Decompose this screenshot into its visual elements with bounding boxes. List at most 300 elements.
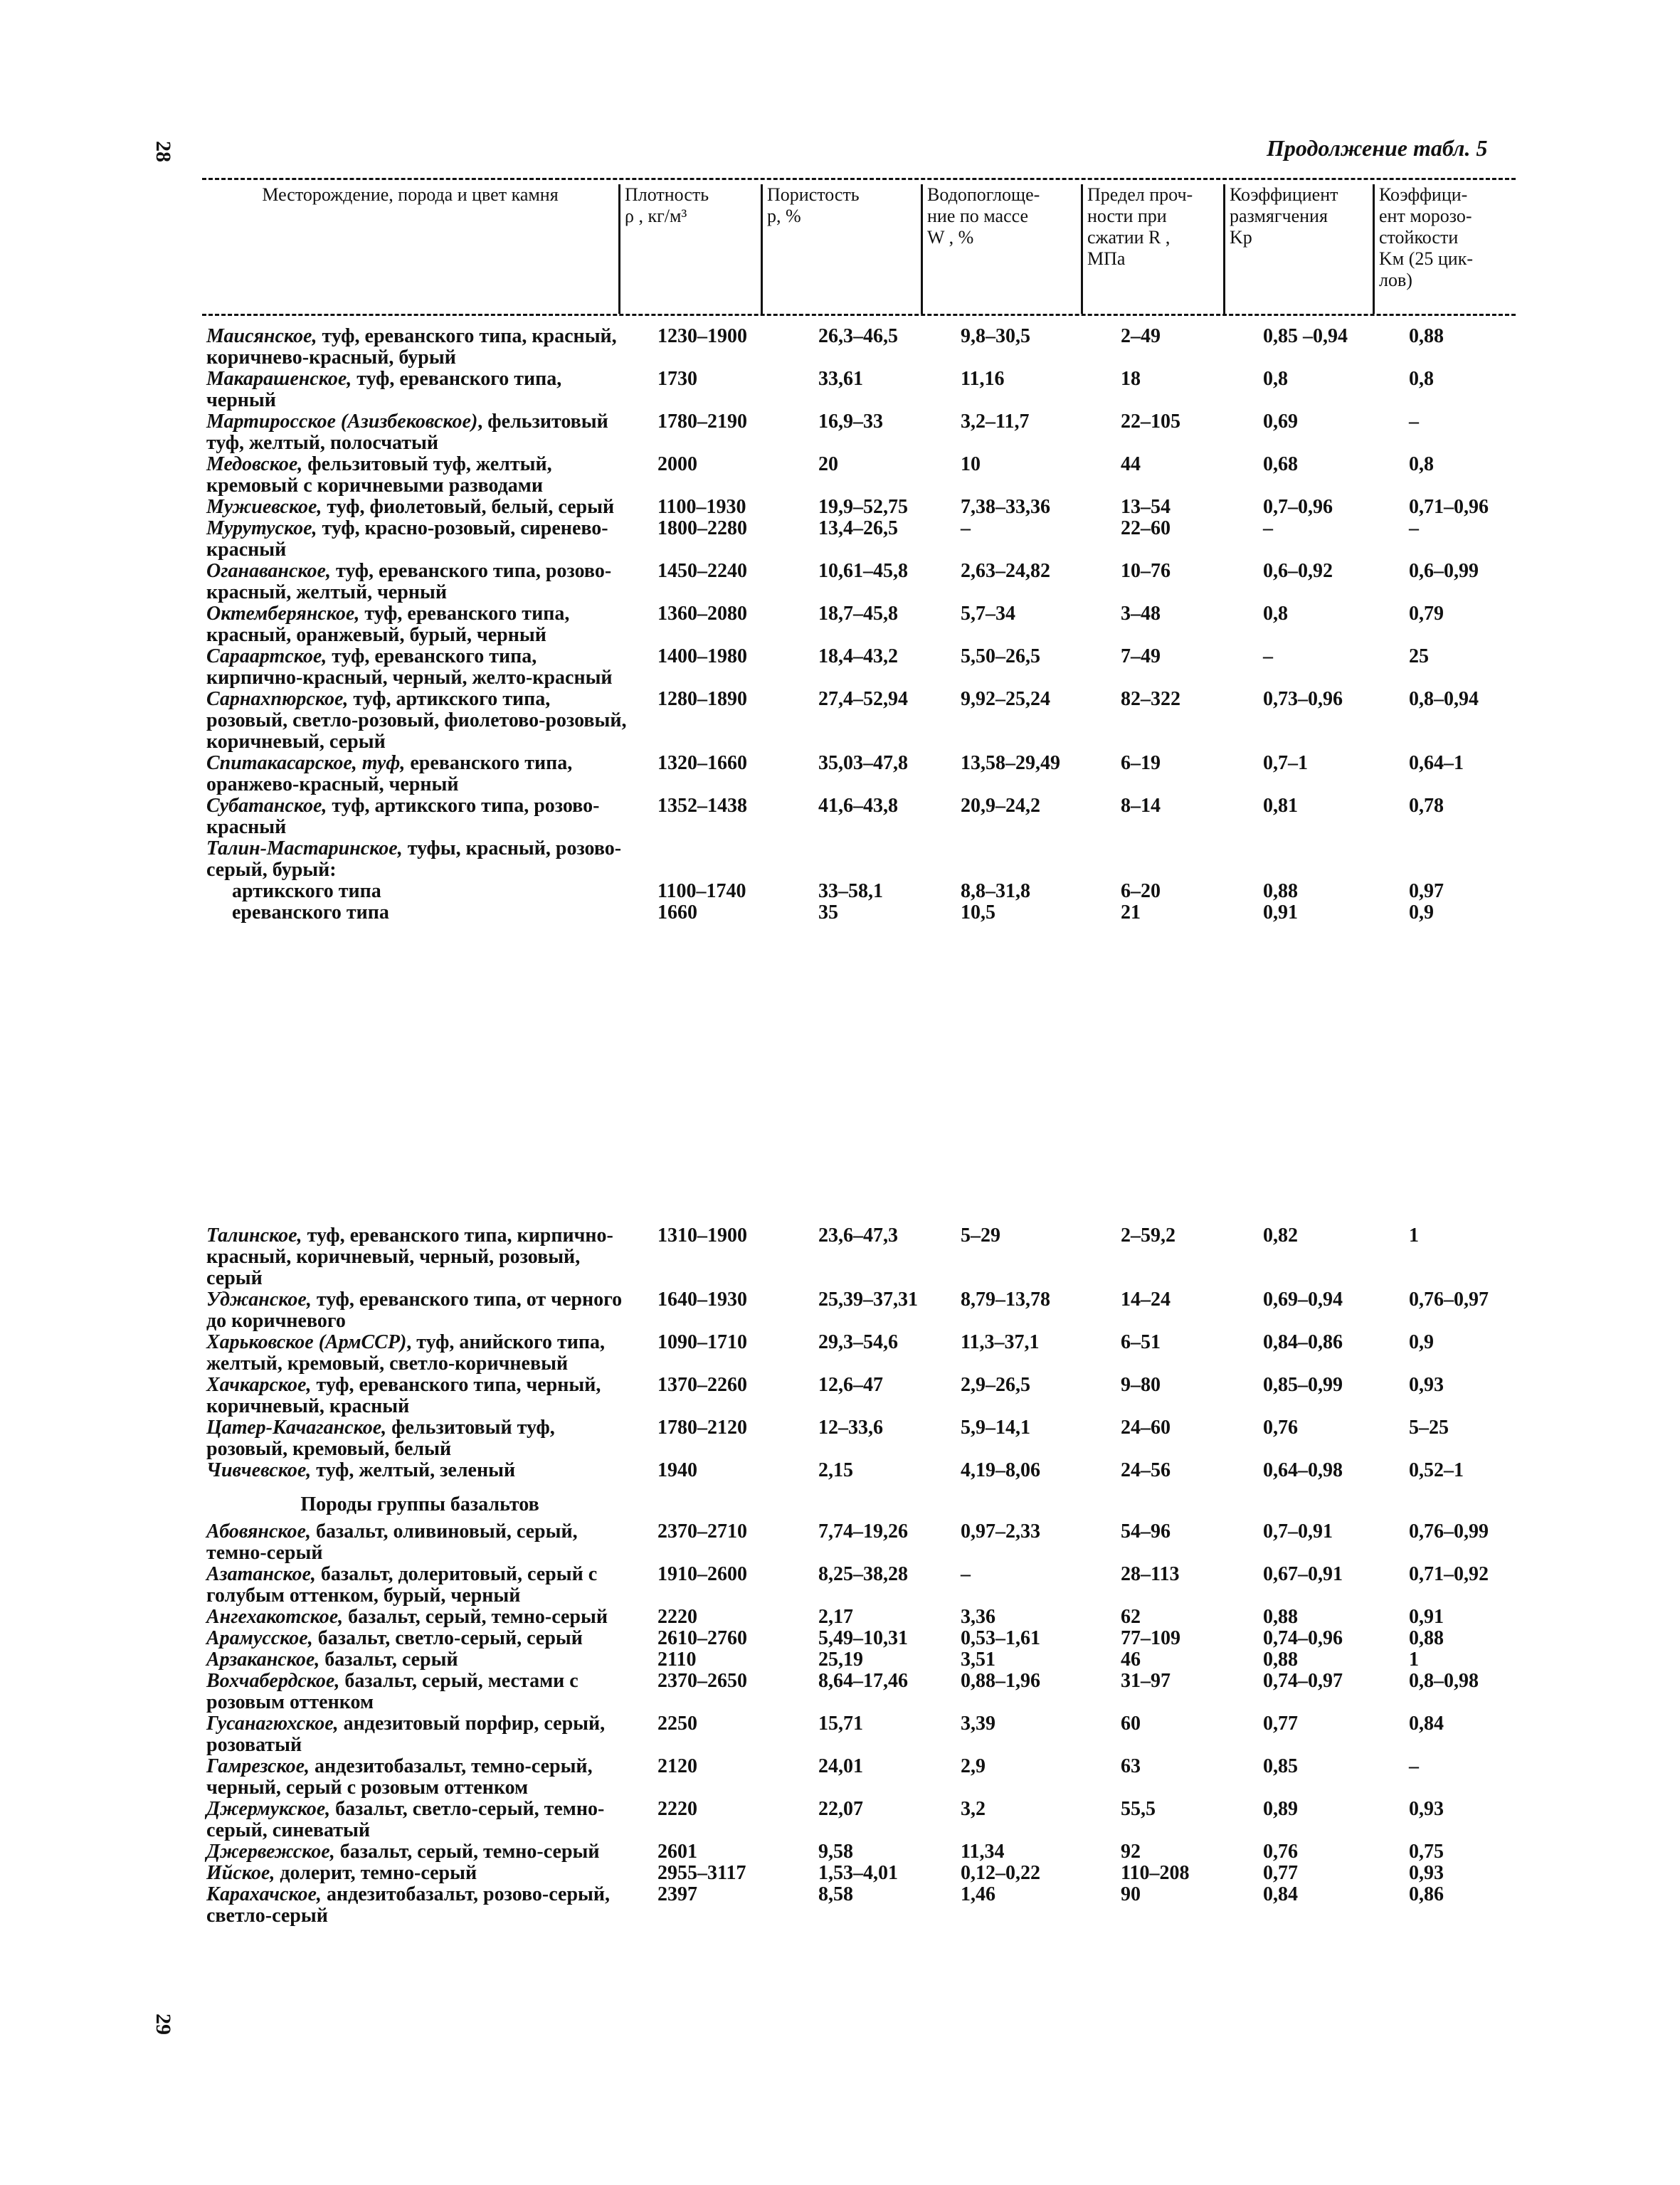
deposit-description: базальт, серый, местами с розовым оттенком — [206, 1670, 579, 1713]
deposit-cell — [206, 1289, 633, 1332]
deposit-cell — [206, 1564, 633, 1607]
table-row — [206, 880, 1444, 902]
porosity-value: 18,4–43,2 — [818, 645, 898, 667]
deposit-description: туф, ереванского типа, кирпично-красный, коричневый, черный, розовый, серый — [206, 1224, 613, 1289]
deposit-cell — [206, 1756, 633, 1799]
deposit-name: Азатанское, — [206, 1563, 316, 1585]
header-strength: Предел проч- ности при сжатии R , МПа — [1081, 184, 1223, 314]
deposit-name: Уджанское, — [206, 1289, 312, 1311]
table-row — [206, 1755, 1419, 1799]
porosity-value: 25,19 — [818, 1649, 863, 1671]
deposit-cell — [206, 561, 633, 603]
density-value: 1360–2080 — [657, 603, 747, 625]
frost-value: 0,78 — [1409, 795, 1444, 817]
water-absorption-value: 11,16 — [961, 368, 1005, 390]
softening-value: 0,85 — [1263, 1755, 1298, 1777]
strength-value: 22–60 — [1121, 517, 1171, 539]
deposit-description: андезитобазальт, темно-серый, черный, серый с розовым оттенком — [206, 1755, 593, 1799]
deposit-name: Джермукское, — [206, 1798, 331, 1820]
deposit-name: Харьковское (АрмССР) — [206, 1331, 407, 1353]
deposit-cell — [206, 646, 633, 689]
porosity-value: 7,74–19,26 — [818, 1520, 908, 1543]
deposit-cell — [206, 1375, 633, 1417]
water-absorption-value: 5–29 — [961, 1224, 1000, 1247]
deposit-description: артикского типа — [232, 880, 381, 902]
softening-value: 0,64–0,98 — [1263, 1459, 1343, 1481]
deposit-name: Арзаканское, — [206, 1649, 320, 1671]
water-absorption-value: – — [961, 1563, 971, 1585]
strength-value: 7–49 — [1121, 645, 1161, 667]
softening-value: 0,81 — [1263, 795, 1298, 817]
table-row — [206, 1883, 1444, 1927]
softening-value: 0,76 — [1263, 1841, 1298, 1863]
deposit-cell — [206, 902, 633, 924]
water-absorption-value: 11,34 — [961, 1841, 1005, 1863]
water-absorption-value: 5,50–26,5 — [961, 645, 1040, 667]
water-absorption-value: 8,79–13,78 — [961, 1289, 1050, 1311]
density-value: 2955–3117 — [657, 1862, 746, 1884]
deposit-description: базальт, оливиновый, серый, темно-серый — [206, 1520, 578, 1564]
deposit-description: туф, ереванского типа, от черного до коричневого — [206, 1289, 623, 1332]
strength-value: 21 — [1121, 901, 1141, 924]
strength-value: 55,5 — [1121, 1798, 1156, 1820]
deposit-name: Маисянское, — [206, 325, 317, 347]
density-value: 2370–2650 — [657, 1670, 747, 1692]
softening-value: 0,88 — [1263, 1606, 1298, 1628]
strength-value: 62 — [1121, 1606, 1141, 1628]
porosity-value: 20 — [818, 453, 838, 475]
softening-value: 0,73–0,96 — [1263, 688, 1343, 710]
deposit-description: андезитобазальт, розово-серый, светло-серый — [206, 1883, 611, 1927]
softening-value: 0,7–0,96 — [1263, 496, 1333, 518]
water-absorption-value: – — [961, 517, 971, 539]
strength-value: 24–60 — [1121, 1417, 1171, 1439]
strength-value: 2–49 — [1121, 325, 1161, 347]
frost-value: 1 — [1409, 1224, 1419, 1247]
density-value: 1370–2260 — [657, 1374, 747, 1396]
porosity-value: 22,07 — [818, 1798, 863, 1820]
deposit-name: Талинское, — [206, 1224, 302, 1247]
table-row — [206, 901, 1434, 924]
table-row — [206, 453, 1434, 497]
table-row — [206, 1627, 1444, 1649]
table-row — [206, 1374, 1444, 1417]
strength-value: 46 — [1121, 1649, 1141, 1671]
strength-value: 92 — [1121, 1841, 1141, 1863]
density-value: 2220 — [657, 1606, 697, 1628]
frost-value: – — [1409, 1755, 1419, 1777]
density-value: 1352–1438 — [657, 795, 747, 817]
softening-value: 0,77 — [1263, 1862, 1298, 1884]
frost-value: – — [1409, 411, 1419, 433]
deposit-description: базальт, светло-серый, темно-серый, синеватый — [206, 1798, 605, 1841]
strength-value: 14–24 — [1121, 1289, 1171, 1311]
porosity-value: 8,64–17,46 — [818, 1670, 908, 1692]
table-row — [206, 411, 1419, 454]
table-row — [206, 1649, 1419, 1671]
density-value: 2250 — [657, 1713, 697, 1735]
porosity-value: 10,61–45,8 — [818, 560, 908, 582]
deposit-cell — [206, 753, 633, 795]
table-body-top — [206, 325, 1489, 924]
density-value: 2601 — [657, 1841, 697, 1863]
deposit-cell — [206, 795, 633, 838]
density-value: 1450–2240 — [657, 560, 747, 582]
deposit-name: Октемберянское, — [206, 603, 360, 625]
softening-value: 0,82 — [1263, 1224, 1298, 1247]
table-row — [206, 688, 1479, 753]
deposit-description: туф, артикского типа, розовый, светло-розовый, фиолетово-розовый, коричневый, серый — [206, 688, 627, 753]
strength-value: 63 — [1121, 1755, 1141, 1777]
table-row — [206, 603, 1444, 646]
deposit-description: туф, желтый, зеленый — [311, 1459, 516, 1481]
deposit-name: Оганаванское, — [206, 560, 331, 582]
water-absorption-value: 9,92–25,24 — [961, 688, 1050, 710]
deposit-name: Сарнахпюрское, — [206, 688, 349, 710]
deposit-description: , туф, анийского типа, желтый, кремовый, светло-коричневый — [206, 1331, 605, 1375]
porosity-value: 33–58,1 — [818, 880, 883, 902]
frost-value: 0,8 — [1409, 368, 1434, 390]
porosity-value: 18,7–45,8 — [818, 603, 898, 625]
frost-value: 25 — [1409, 645, 1429, 667]
density-value: 2397 — [657, 1883, 697, 1905]
softening-value: 0,84–0,86 — [1263, 1331, 1343, 1353]
porosity-value: 16,9–33 — [818, 411, 883, 433]
deposit-name: Ийское, — [206, 1862, 275, 1884]
frost-value: 0,75 — [1409, 1841, 1444, 1863]
table-row — [206, 1798, 1444, 1841]
softening-value: 0,74–0,97 — [1263, 1670, 1343, 1692]
deposit-description: , фельзитовый туф, желтый, полосчатый — [206, 411, 608, 454]
strength-value: 90 — [1121, 1883, 1141, 1905]
deposit-cell — [206, 454, 633, 497]
density-value: 2370–2710 — [657, 1520, 747, 1543]
density-value: 1640–1930 — [657, 1289, 747, 1311]
deposit-name: Мурутуское, — [206, 517, 317, 539]
table-row — [206, 1224, 1419, 1289]
deposit-name: Гамрезское, — [206, 1755, 310, 1777]
water-absorption-value: 5,9–14,1 — [961, 1417, 1030, 1439]
strength-value: 24–56 — [1121, 1459, 1171, 1481]
frost-value: 5–25 — [1409, 1417, 1449, 1439]
deposit-description: туф, фиолетовый, белый, серый — [322, 496, 615, 518]
porosity-value: 12–33,6 — [818, 1417, 883, 1439]
frost-value: 0,76–0,99 — [1409, 1520, 1489, 1543]
porosity-value: 33,61 — [818, 368, 863, 390]
density-value: 2120 — [657, 1755, 697, 1777]
frost-value: 0,93 — [1409, 1862, 1444, 1884]
deposit-cell — [206, 1225, 633, 1289]
water-absorption-value: 3,36 — [961, 1606, 995, 1628]
strength-value: 60 — [1121, 1713, 1141, 1735]
header-density: Плотность ρ , кг/м³ — [618, 184, 761, 314]
strength-value: 3–48 — [1121, 603, 1161, 625]
deposit-cell — [206, 1628, 633, 1649]
strength-value: 110–208 — [1121, 1862, 1190, 1884]
deposit-cell — [206, 1332, 633, 1375]
density-value: 1090–1710 — [657, 1331, 747, 1353]
table-row — [206, 368, 1434, 411]
deposit-description: туф, ереванского типа, розово-красный, желтый, черный — [206, 560, 612, 603]
porosity-value: 15,71 — [818, 1713, 863, 1735]
water-absorption-value: 3,51 — [961, 1649, 995, 1671]
deposit-name: Ангехакотское, — [206, 1606, 344, 1628]
deposit-name: Джервежское, — [206, 1841, 335, 1863]
strength-value: 44 — [1121, 453, 1141, 475]
porosity-value: 9,58 — [818, 1841, 853, 1863]
table-row — [206, 1563, 1489, 1607]
deposit-name: Хачкарское, — [206, 1374, 312, 1396]
deposit-name: Мартиросское (Азизбековское) — [206, 411, 478, 433]
water-absorption-value: 11,3–37,1 — [961, 1331, 1040, 1353]
deposit-description: долерит, темно-серый — [275, 1862, 477, 1884]
deposit-description: туф, ереванского типа, кирпично-красный, черный, желто-красный — [206, 645, 613, 689]
porosity-value: 5,49–10,31 — [818, 1627, 908, 1649]
table-body-bottom — [206, 1224, 1489, 1927]
table-row — [206, 1417, 1449, 1460]
porosity-value: 29,3–54,6 — [818, 1331, 898, 1353]
deposit-cell — [206, 1649, 633, 1671]
frost-value: 0,52–1 — [1409, 1459, 1464, 1481]
strength-value: 6–19 — [1121, 752, 1161, 774]
section-heading: Породы группы базальтов — [300, 1493, 539, 1515]
table-row — [206, 1289, 1489, 1332]
header-deposit: Месторождение, порода и цвет камня — [262, 184, 559, 205]
porosity-value: 13,4–26,5 — [818, 517, 898, 539]
frost-value: 0,8–0,98 — [1409, 1670, 1479, 1692]
softening-value: 0,7–0,91 — [1263, 1520, 1333, 1543]
deposit-cell — [206, 1799, 633, 1841]
density-value: 1660 — [657, 901, 697, 924]
water-absorption-value: 2,9 — [961, 1755, 986, 1777]
water-absorption-value: 2,9–26,5 — [961, 1374, 1030, 1396]
deposit-cell — [206, 1841, 633, 1863]
deposit-name: Талин-Мастаринское, — [206, 837, 403, 859]
density-value: 2610–2760 — [657, 1627, 747, 1649]
softening-value: 0,77 — [1263, 1713, 1298, 1735]
softening-value: 0,67–0,91 — [1263, 1563, 1343, 1585]
deposit-name: Гусанагюхское, — [206, 1713, 339, 1735]
table-row — [206, 1331, 1434, 1375]
deposit-description: фельзитовый туф, розовый, кремовый, белый — [206, 1417, 555, 1460]
page-number-bottom: 29 — [152, 2014, 175, 2035]
deposit-description: туф, ереванского типа, черный — [206, 368, 562, 411]
table-row — [206, 752, 1464, 795]
strength-value: 82–322 — [1121, 688, 1180, 710]
table-row — [206, 1459, 1464, 1481]
deposit-description: андезитовый порфир, серый, розоватый — [206, 1713, 606, 1756]
porosity-value: 8,25–38,28 — [818, 1563, 908, 1585]
frost-value: 0,93 — [1409, 1374, 1444, 1396]
water-absorption-value: 0,88–1,96 — [961, 1670, 1040, 1692]
deposit-description: туф, ереванского типа, черный, коричневый, красный — [206, 1374, 601, 1417]
water-absorption-value: 20,9–24,2 — [961, 795, 1040, 817]
deposit-cell — [206, 518, 633, 561]
table-row — [206, 517, 1419, 561]
density-value: 1780–2190 — [657, 411, 747, 433]
density-value: 1310–1900 — [657, 1224, 747, 1247]
porosity-value: 26,3–46,5 — [818, 325, 898, 347]
frost-value: 0,71–0,96 — [1409, 496, 1489, 518]
deposit-description: ереванского типа — [232, 901, 389, 924]
frost-value: 0,76–0,97 — [1409, 1289, 1489, 1311]
water-absorption-value: 10 — [961, 453, 981, 475]
porosity-value: 12,6–47 — [818, 1374, 883, 1396]
frost-value: 0,88 — [1409, 325, 1444, 347]
softening-value: 0,69 — [1263, 411, 1298, 433]
frost-value: 1 — [1409, 1649, 1419, 1671]
water-absorption-value: 0,97–2,33 — [961, 1520, 1040, 1543]
deposit-description: базальт, светло-серый, серый — [312, 1627, 583, 1649]
strength-value: 9–80 — [1121, 1374, 1161, 1396]
water-absorption-value: 3,2–11,7 — [961, 411, 1030, 433]
softening-value: 0,8 — [1263, 603, 1288, 625]
table-row — [206, 325, 1444, 369]
strength-value: 10–76 — [1121, 560, 1171, 582]
softening-value: 0,84 — [1263, 1883, 1298, 1905]
strength-value: 54–96 — [1121, 1520, 1171, 1543]
softening-value: 0,91 — [1263, 901, 1298, 924]
frost-value: – — [1409, 517, 1419, 539]
softening-value: 0,74–0,96 — [1263, 1627, 1343, 1649]
deposit-description: базальт, серый, темно-серый — [334, 1841, 600, 1863]
softening-value: 0,76 — [1263, 1417, 1298, 1439]
density-value: 1400–1980 — [657, 645, 747, 667]
deposit-cell — [206, 1713, 633, 1756]
water-absorption-value: 13,58–29,49 — [961, 752, 1060, 774]
header-softening-coefficient: Коэффициент размягчения Kр — [1223, 184, 1373, 314]
table-row — [206, 838, 633, 881]
deposit-cell — [206, 838, 633, 881]
softening-value: – — [1263, 645, 1273, 667]
frost-value: 0,71–0,92 — [1409, 1563, 1489, 1585]
softening-value: 0,8 — [1263, 368, 1288, 390]
porosity-value: 41,6–43,8 — [818, 795, 898, 817]
porosity-value: 8,58 — [818, 1883, 853, 1905]
frost-value: 0,64–1 — [1409, 752, 1464, 774]
deposit-description: туф, красно-розовый, сиренево-красный — [206, 517, 608, 561]
water-absorption-value: 7,38–33,36 — [961, 496, 1050, 518]
deposit-name: Арамусское, — [206, 1627, 313, 1649]
deposit-name: Сараартское, — [206, 645, 327, 667]
softening-value: 0,7–1 — [1263, 752, 1308, 774]
deposit-description: базальт, серый, темно-серый — [343, 1606, 608, 1628]
header-porosity: Пористость р, % — [761, 184, 921, 314]
deposit-cell — [206, 689, 633, 753]
porosity-value: 23,6–47,3 — [818, 1224, 898, 1247]
porosity-value: 2,15 — [818, 1459, 853, 1481]
water-absorption-value: 10,5 — [961, 901, 995, 924]
deposit-cell — [206, 1417, 633, 1460]
deposit-name: Цатер-Качаганское, — [206, 1417, 387, 1439]
deposit-name: Спитакасарское, туф, — [206, 752, 406, 774]
deposit-cell — [206, 1863, 633, 1884]
porosity-value: 19,9–52,75 — [818, 496, 908, 518]
table-row — [206, 1670, 1479, 1713]
porosity-value: 1,53–4,01 — [818, 1862, 898, 1884]
softening-value: 0,69–0,94 — [1263, 1289, 1343, 1311]
porosity-value: 2,17 — [818, 1606, 853, 1628]
density-value: 2000 — [657, 453, 697, 475]
table-row — [206, 1606, 1444, 1628]
deposit-description: туф, ереванского типа, красный, оранжевый, бурый, черный — [206, 603, 570, 646]
frost-value: 0,97 — [1409, 880, 1444, 902]
deposit-cell — [206, 1884, 633, 1927]
deposit-name: Медовское, — [206, 453, 303, 475]
deposit-name: Вохчабердское, — [206, 1670, 340, 1692]
deposit-cell — [206, 411, 633, 454]
density-value: 2110 — [657, 1649, 697, 1671]
strength-value: 2–59,2 — [1121, 1224, 1176, 1247]
frost-value: 0,88 — [1409, 1627, 1444, 1649]
header-water-absorption: Водопоглоще- ние по массе W , % — [921, 184, 1081, 314]
deposit-name: Чивчевское, — [206, 1459, 312, 1481]
softening-value: 0,68 — [1263, 453, 1298, 475]
deposit-cell — [206, 1460, 633, 1481]
deposit-name: Абовянское, — [206, 1520, 311, 1543]
strength-value: 13–54 — [1121, 496, 1171, 518]
table-caption: Продолжение табл. 5 — [1267, 135, 1488, 161]
softening-value: 0,85 –0,94 — [1263, 325, 1348, 347]
strength-value: 31–97 — [1121, 1670, 1171, 1692]
frost-value: 0,6–0,99 — [1409, 560, 1479, 582]
water-absorption-value: 2,63–24,82 — [961, 560, 1050, 582]
porosity-value: 24,01 — [818, 1755, 863, 1777]
density-value: 1230–1900 — [657, 325, 747, 347]
deposit-cell — [206, 603, 633, 646]
water-absorption-value: 1,46 — [961, 1883, 995, 1905]
strength-value: 18 — [1121, 368, 1141, 390]
frost-value: 0,8 — [1409, 453, 1434, 475]
density-value: 1910–2600 — [657, 1563, 747, 1585]
deposit-name: Карахачское, — [206, 1883, 322, 1905]
table-row — [206, 645, 1429, 689]
strength-value: 8–14 — [1121, 795, 1161, 817]
table-row — [206, 1713, 1444, 1756]
water-absorption-value: 9,8–30,5 — [961, 325, 1030, 347]
strength-value: 77–109 — [1121, 1627, 1180, 1649]
frost-value: 0,91 — [1409, 1606, 1444, 1628]
strength-value: 6–20 — [1121, 880, 1161, 902]
table-row — [206, 1862, 1444, 1884]
density-value: 1730 — [657, 368, 697, 390]
deposit-cell — [206, 326, 633, 369]
deposit-name: Мужиевское, — [206, 496, 322, 518]
frost-value: 0,79 — [1409, 603, 1444, 625]
deposit-description: туф, артикского типа, розово-красный — [206, 795, 600, 838]
density-value: 1940 — [657, 1459, 697, 1481]
softening-value: 0,85–0,99 — [1263, 1374, 1343, 1396]
deposit-description: туф, ереванского типа, красный, коричнево-красный, бурый — [206, 325, 617, 369]
deposit-description: базальт, долеритовый, серый с голубым оттенком, бурый, черный — [206, 1563, 598, 1607]
softening-value: 0,88 — [1263, 880, 1298, 902]
water-absorption-value: 4,19–8,06 — [961, 1459, 1040, 1481]
header-frost-resistance: Коэффици- ент морозо- стойкости Kм (25 цик- лов) — [1373, 184, 1516, 314]
porosity-value: 25,39–37,31 — [818, 1289, 918, 1311]
table-header — [202, 178, 1516, 316]
softening-value: 0,88 — [1263, 1649, 1298, 1671]
deposit-description: фельзитовый туф, желтый, кремовый с коричневыми разводами — [206, 453, 552, 497]
porosity-value: 35 — [818, 901, 838, 924]
deposit-cell — [206, 1521, 633, 1564]
deposit-name: Субатанское, — [206, 795, 327, 817]
water-absorption-value: 0,12–0,22 — [961, 1862, 1040, 1884]
deposit-cell — [206, 881, 633, 902]
deposit-name: Макарашенское, — [206, 368, 352, 390]
deposit-cell — [206, 369, 633, 411]
strength-value: 28–113 — [1121, 1563, 1180, 1585]
deposit-cell — [206, 1607, 633, 1628]
